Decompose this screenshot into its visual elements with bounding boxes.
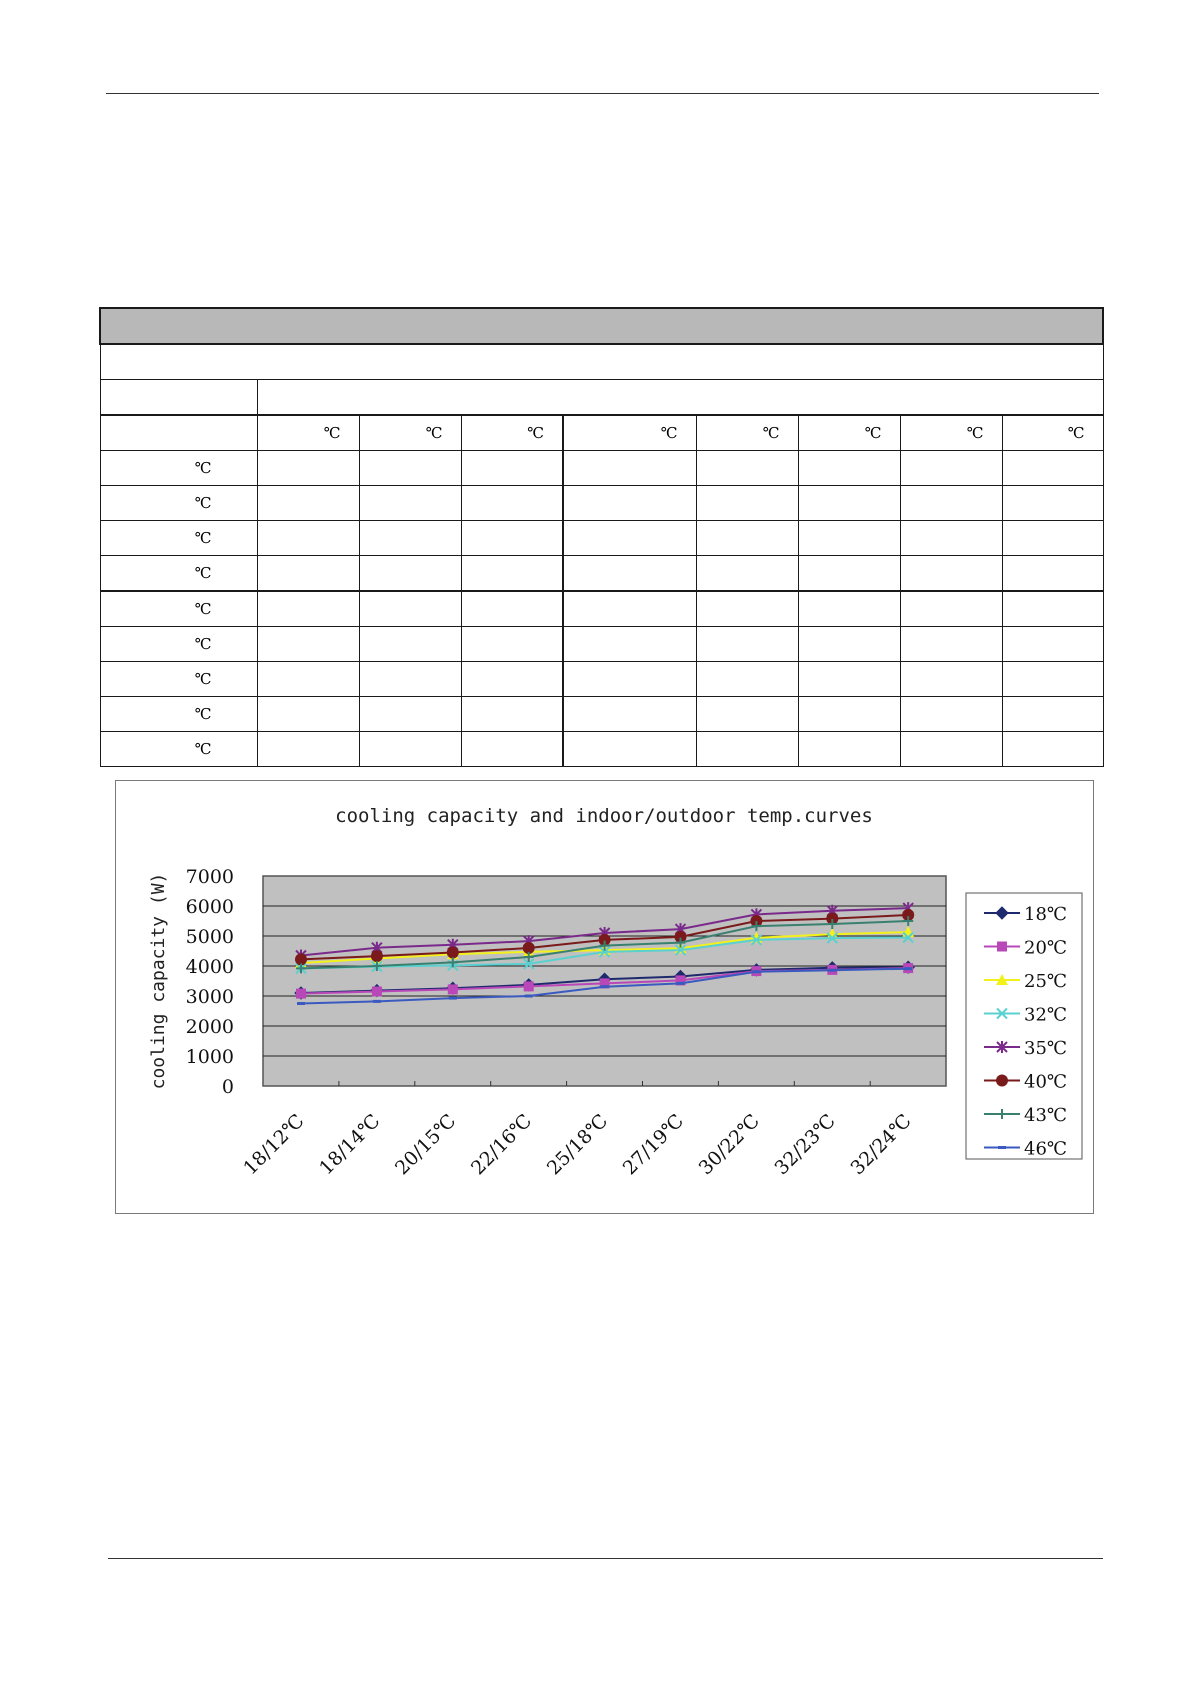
table-cell: [798, 521, 900, 556]
x-tick-label: 25/18℃: [542, 1109, 613, 1180]
y-tick-label: 2000: [185, 1016, 234, 1038]
table-row-header: ℃: [100, 451, 257, 486]
chart-frame: [115, 780, 1094, 1214]
table-cell: [696, 697, 798, 732]
chart-title: cooling capacity and indoor/outdoor temp.curves: [335, 805, 873, 827]
table-column-header-row: [100, 415, 1103, 451]
footer-rule: [108, 1558, 1103, 1559]
data-point: [372, 987, 382, 997]
x-tick-label: 32/23℃: [770, 1109, 840, 1180]
x-tick-label: 20/15℃: [391, 1109, 461, 1180]
table-subtitle-row: [100, 344, 1103, 380]
chart: [116, 781, 1093, 1213]
header-rule: [106, 93, 1099, 94]
table-cell: [359, 627, 461, 662]
data-point: [371, 950, 383, 962]
table-row: [100, 591, 1103, 627]
table-group-cell: [257, 380, 1103, 416]
table-row-header: ℃: [100, 486, 257, 521]
table-column-header: ℃: [257, 415, 359, 451]
table-corner-cell: [100, 380, 257, 416]
table-cell: [359, 521, 461, 556]
table-row-header: ℃: [100, 627, 257, 662]
table-title-cell: [100, 308, 1103, 344]
legend-label: 35℃: [1024, 1038, 1068, 1059]
table-cell: [359, 451, 461, 486]
table-row-header: ℃: [100, 521, 257, 556]
table-cell: [1002, 521, 1103, 556]
table-cell: [359, 662, 461, 697]
performance-table: [99, 307, 1104, 767]
table-row-header: ℃: [100, 697, 257, 732]
y-tick-label: 6000: [185, 896, 234, 918]
x-tick-label: 32/24℃: [846, 1109, 916, 1180]
table-cell: [359, 591, 461, 627]
table-cell: [563, 486, 696, 521]
table-cell: [1002, 451, 1103, 486]
table-cell: [563, 521, 696, 556]
table-cell: [696, 591, 798, 627]
x-tick-label: 30/22℃: [694, 1109, 764, 1180]
data-point: [449, 997, 457, 1000]
table-cell: [359, 732, 461, 767]
table-cell: [798, 486, 900, 521]
x-tick-label: 22/16℃: [466, 1109, 537, 1180]
table-cell: [900, 521, 1002, 556]
table-row: [100, 697, 1103, 732]
table-column-header: ℃: [461, 415, 563, 451]
table-cell: [257, 732, 359, 767]
table-group-row: [100, 380, 1103, 416]
table-cell: [1002, 732, 1103, 767]
table-cell: [359, 556, 461, 592]
table-column-header: ℃: [1002, 415, 1103, 451]
data-point: [525, 995, 533, 998]
table-cell: [798, 451, 900, 486]
table-cell: [461, 697, 563, 732]
table-cell: [461, 732, 563, 767]
table-cell: [563, 627, 696, 662]
table-column-header: ℃: [696, 415, 798, 451]
table-cell: [798, 627, 900, 662]
legend-label: 46℃: [1024, 1138, 1068, 1160]
table-cell: [257, 486, 359, 521]
table-cell: [257, 591, 359, 627]
performance-table-body: [100, 308, 1103, 767]
table-cell: [461, 451, 563, 486]
table-cell: [563, 591, 696, 627]
y-tick-label: 3000: [185, 986, 234, 1008]
table-cell: [900, 556, 1002, 592]
table-subtitle-cell: [100, 344, 1103, 380]
data-point: [752, 970, 760, 973]
table-cell: [257, 697, 359, 732]
table-column-header: ℃: [359, 415, 461, 451]
table-row: [100, 451, 1103, 486]
x-tick-label: 27/19℃: [618, 1109, 689, 1180]
table-cell: [798, 591, 900, 627]
table-cell: [1002, 486, 1103, 521]
table-cell: [696, 627, 798, 662]
y-tick-label: 0: [221, 1076, 234, 1098]
table-cell: [461, 486, 563, 521]
table-cell: [563, 662, 696, 697]
table-cell: [696, 521, 798, 556]
legend-label: 20℃: [1024, 937, 1068, 959]
table-cell: [900, 591, 1002, 627]
table-cell: [563, 697, 696, 732]
data-point: [447, 947, 459, 959]
legend-label: 43℃: [1024, 1105, 1068, 1126]
table-cell: [461, 627, 563, 662]
table-cell: [461, 556, 563, 592]
table-row-header: ℃: [100, 556, 257, 592]
table-cell: [900, 662, 1002, 697]
data-point: [448, 984, 458, 994]
table-cell: [359, 486, 461, 521]
table-cell: [696, 662, 798, 697]
x-tick-label: 18/12℃: [239, 1109, 309, 1180]
table-cell: [359, 697, 461, 732]
y-tick-label: 4000: [185, 956, 234, 978]
table-column-header: ℃: [900, 415, 1002, 451]
table-cell: [461, 662, 563, 697]
legend-swatch-marker: [996, 1075, 1008, 1087]
table-cell: [563, 451, 696, 486]
table-cell: [1002, 697, 1103, 732]
table-row-header: ℃: [100, 662, 257, 697]
table-cell: [257, 521, 359, 556]
table-cell: [1002, 662, 1103, 697]
data-point: [297, 1002, 305, 1005]
table-column-header: ℃: [798, 415, 900, 451]
y-tick-label: 5000: [185, 926, 234, 948]
table-cell: [900, 627, 1002, 662]
table-cell: [696, 486, 798, 521]
table-column-header: ℃: [563, 415, 696, 451]
legend-label: 25℃: [1024, 971, 1068, 992]
table-row: [100, 662, 1103, 697]
data-point: [296, 989, 306, 999]
table-cell: [900, 732, 1002, 767]
table-cell: [257, 627, 359, 662]
table-cell: [563, 556, 696, 592]
table-cell: [257, 451, 359, 486]
table-row: [100, 521, 1103, 556]
table-cell: [257, 556, 359, 592]
table-row: [100, 486, 1103, 521]
table-cell: [798, 732, 900, 767]
table-cell: [900, 451, 1002, 486]
legend-label: 18℃: [1024, 904, 1068, 925]
table-cell: [696, 451, 798, 486]
table-cell: [798, 556, 900, 592]
data-point: [601, 985, 609, 988]
data-point: [373, 1000, 381, 1003]
table-cell: [1002, 591, 1103, 627]
table-cell: [900, 486, 1002, 521]
data-point: [677, 982, 685, 985]
y-axis-label: cooling capacity (W): [148, 872, 169, 1090]
table-row: [100, 627, 1103, 662]
table-row-header: ℃: [100, 732, 257, 767]
table-title-row: [100, 308, 1103, 344]
table-cell: [696, 732, 798, 767]
legend-label: 32℃: [1024, 1004, 1068, 1026]
table-row: [100, 732, 1103, 767]
data-point: [828, 969, 836, 972]
legend-swatch-marker: [998, 1146, 1006, 1149]
table-cell: [900, 697, 1002, 732]
data-point: [904, 967, 912, 970]
x-tick-label: 18/14℃: [315, 1109, 385, 1180]
y-tick-label: 1000: [185, 1046, 234, 1068]
y-tick-label: 7000: [185, 866, 234, 888]
table-header-label-cell: [100, 415, 257, 451]
legend-swatch-marker: [997, 942, 1007, 952]
table-cell: [461, 521, 563, 556]
table-cell: [798, 697, 900, 732]
table-cell: [696, 556, 798, 592]
legend-label: 40℃: [1024, 1071, 1068, 1093]
table-cell: [461, 591, 563, 627]
table-row: [100, 556, 1103, 592]
table-cell: [1002, 556, 1103, 592]
table-cell: [798, 662, 900, 697]
table-cell: [257, 662, 359, 697]
table-row-header: ℃: [100, 591, 257, 627]
table-cell: [563, 732, 696, 767]
data-point: [524, 981, 534, 991]
table-cell: [1002, 627, 1103, 662]
